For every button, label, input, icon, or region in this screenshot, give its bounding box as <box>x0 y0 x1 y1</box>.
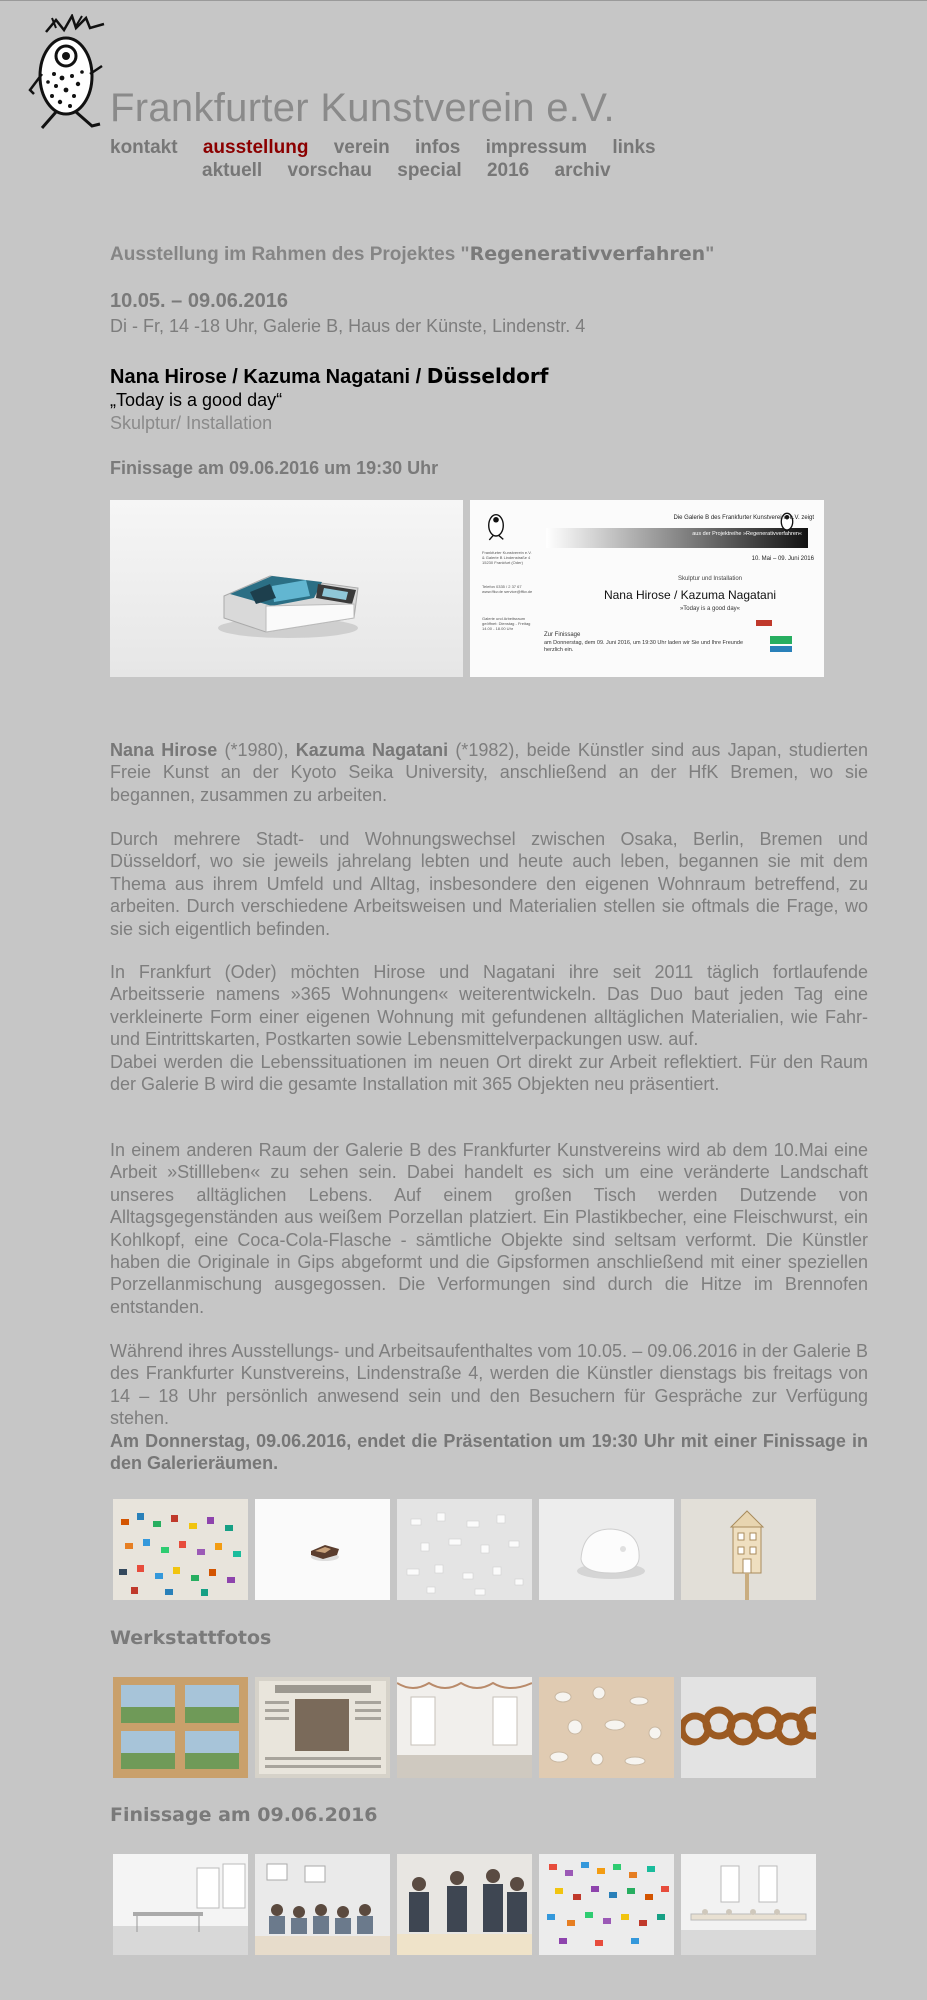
workshop-thumbnails <box>113 1677 816 1778</box>
nav-infos[interactable]: infos <box>414 137 461 158</box>
artists-line <box>110 364 868 389</box>
thumbnail-image[interactable] <box>539 1854 674 1955</box>
thumbnail-image[interactable] <box>681 1677 816 1778</box>
paragraph-stillleben <box>110 1139 868 1318</box>
apartments-text-2: Dabei werden die Lebenssituationen im neuen Ort direkt zur Arbeit reflektiert. Für den Raum der Galerie B wird die gesamte Installation mit 365 Objekten neu präsentiert. <box>110 1051 868 1095</box>
stillleben-text: In einem anderen Raum der Galerie B des Frankfurter Kunstvereins wird ab dem 10.Mai eine Arbeit »Stillleben« zu sehen sein. Dabei handelt es sich um eine veränderte Landschaft unseres alltäglichen Lebens. Auf einem großen Tisch werden Dutzende von Alltagsgegenständen aus weißem Porzellan platziert. Ein Plastikbecher, eine Fleischwurst, ein Kohlkopf, eine Coca-Cola-Flasche - sämtliche Objekte sind seltsam verformt. Die Künstler haben die Originale in Gips abgeformt und die Gipsformen anschließend mit einer speziellen Porzellanmischung ausgegossen. Die Verformungen sind durch die Hitze im Brennofen entstanden. <box>110 1140 868 1317</box>
section-heading-finissage: Finissage am 09.06.2016 <box>110 1804 378 1826</box>
thumbnail-image[interactable] <box>255 1854 390 1955</box>
heading-prefix: Ausstellung im Rahmen des Projektes " <box>110 244 470 265</box>
artist-name-nagatani: Kazuma Nagatani <box>295 740 449 760</box>
nav-verein[interactable]: verein <box>333 137 390 158</box>
invite-header: Die Galerie B des Frankfurter Kunstvereins e.V. zeigt <box>673 515 814 521</box>
thumbnail-image[interactable] <box>681 1854 816 1955</box>
nav-links[interactable]: links <box>612 137 656 158</box>
invite-dates: 10. Mai – 09. Juni 2016 <box>751 556 814 562</box>
thumbnail-image[interactable] <box>539 1499 674 1600</box>
section-heading-werkstatt: Werkstattfotos <box>110 1627 272 1649</box>
top-border <box>0 0 927 1</box>
thumbnail-image[interactable] <box>539 1677 674 1778</box>
work-medium: Skulptur/ Installation <box>110 413 273 433</box>
bio-text-1: (*1980), <box>217 740 296 760</box>
paragraph-365-apartments <box>110 961 868 1095</box>
invite-finissage-text: am Donnerstag, dem 09. Juni 2016, um 19:30 Uhr laden wir Sie und Ihre Freunde herzlich ein. <box>544 640 744 653</box>
nav-kontakt[interactable]: kontakt <box>110 137 178 158</box>
subnav-archiv[interactable]: archiv <box>554 160 611 181</box>
invite-finissage-label: Zur Finissage <box>544 632 581 638</box>
invitation-card[interactable] <box>470 500 824 677</box>
heading-suffix: " <box>705 244 715 265</box>
thumbnail-image[interactable] <box>113 1854 248 1955</box>
thumbnail-image[interactable] <box>397 1499 532 1600</box>
main-navigation <box>110 137 676 159</box>
finissage-thumbnails <box>113 1854 816 1955</box>
residency-text: Während ihres Ausstellungs- und Arbeitsaufenthaltes vom 10.05. – 09.06.2016 in der Galerie B des Frankfurter Kunstvereins, Lindenstraße 4, werden die Künstler dienstags bis freitags von 14 – 18 Uhr persönlich anwesend sein und den Besuchern für Gespräche zur Verfügung stehen. <box>110 1341 868 1429</box>
paragraph-residency <box>110 1340 868 1474</box>
site-title[interactable]: Frankfurter Kunstverein e.V. <box>110 86 615 130</box>
apartments-text: In Frankfurt (Oder) möchten Hirose und Nagatani ihre seit 2011 täglich fortlaufende Arbeitsserie namens »365 Wohnungen« weiterentwickeln. Das Duo baut jeden Tag eine verkleinerte Form einer eigenen Wohnung mit gefundenen alltäglichen Materialien, wie Fahr- und Eintrittskarten, Postkarten sowie Lebensmittelverpackungen usw. auf. <box>110 962 868 1050</box>
nav-ausstellung[interactable]: ausstellung <box>202 137 309 158</box>
opening-hours: Di - Fr, 14 -18 Uhr, Galerie B, Haus der Künste, Lindenstr. 4 <box>110 316 586 336</box>
invite-address: Frankfurter Kunstverein e.V. & Galerie B Lindenstraße 4 15230 Frankfurt (Oder) <box>482 550 532 565</box>
subnav-special[interactable]: special <box>397 160 462 181</box>
thumbnail-image[interactable] <box>113 1499 248 1600</box>
finissage-announcement: Am Donnerstag, 09.06.2016, endet die Präsentation um 19:30 Uhr mit einer Finissage in den Galerieräumen. <box>110 1430 868 1474</box>
invite-series: aus der Projektreihe »Regenerativverfahren« <box>692 531 802 537</box>
subnav-aktuell[interactable]: aktuell <box>202 160 263 181</box>
invite-hours: Galerie und Arbeitsraum geöffnet: Dienstag - Freitag 14.00 - 18.00 Uhr <box>482 616 531 631</box>
artist-city: Düsseldorf <box>426 364 549 388</box>
subnav-2016[interactable]: 2016 <box>486 160 530 181</box>
sculpture-photo[interactable] <box>110 500 463 677</box>
finissage-note: Finissage am 09.06.2016 um 19:30 Uhr <box>110 458 439 478</box>
project-name: Regenerativverfahren <box>469 243 706 265</box>
invite-contact: Telefon 0335 / 2 37 67 www.ffkv.de service@ffkv.de <box>482 584 533 594</box>
thumbnail-image[interactable] <box>397 1677 532 1778</box>
work-title: „Today is a good day“ <box>110 390 283 410</box>
invite-title: »Today is a good day« <box>679 606 741 612</box>
thumbnail-image[interactable] <box>255 1677 390 1778</box>
thumbnail-image[interactable] <box>255 1499 390 1600</box>
logo-creature-icon[interactable] <box>16 14 112 130</box>
thumbnail-image[interactable] <box>681 1499 816 1600</box>
sub-navigation <box>202 160 631 182</box>
exhibition-dates: 10.05. – 09.06.2016 <box>110 290 288 312</box>
nav-impressum[interactable]: impressum <box>485 137 588 158</box>
bio-text-2: (*1982), beide Künstler sind aus Japan, studierten Freie Kunst an der Kyoto Seika University, anschließend an der HfK Bremen, wo sie begannen, zusammen zu arbeiten. <box>110 740 868 805</box>
exhibition-heading <box>110 243 868 266</box>
paragraph-artists-bio <box>110 739 868 806</box>
invite-artists: Nana Hirose / Kazuma Nagatani <box>603 588 777 602</box>
background-text: Durch mehrere Stadt- und Wohnungswechsel zwischen Osaka, Berlin, Bremen und Düsseldorf, wo sie jeweils jahrelang lebten und heute auch leben, begannen sie mit dem Thema aus ihrem Umfeld und Alltag, insbesondere den eigenen Wohnraum betreffend, zu arbeiten. Durch verschiedene Arbeitsweisen und Materialien stellen sie oftmals die Frage, wo sie sich eigentlich befinden. <box>110 829 868 939</box>
exhibition-thumbnails <box>113 1499 816 1600</box>
artist-names: Nana Hirose / Kazuma Nagatani / <box>110 366 427 388</box>
subnav-vorschau[interactable]: vorschau <box>287 160 372 181</box>
thumbnail-image[interactable] <box>397 1854 532 1955</box>
paragraph-background <box>110 828 868 940</box>
thumbnail-image[interactable] <box>113 1677 248 1778</box>
invite-medium: Skulptur und Installation <box>677 576 743 582</box>
artist-name-hirose: Nana Hirose <box>110 740 218 760</box>
